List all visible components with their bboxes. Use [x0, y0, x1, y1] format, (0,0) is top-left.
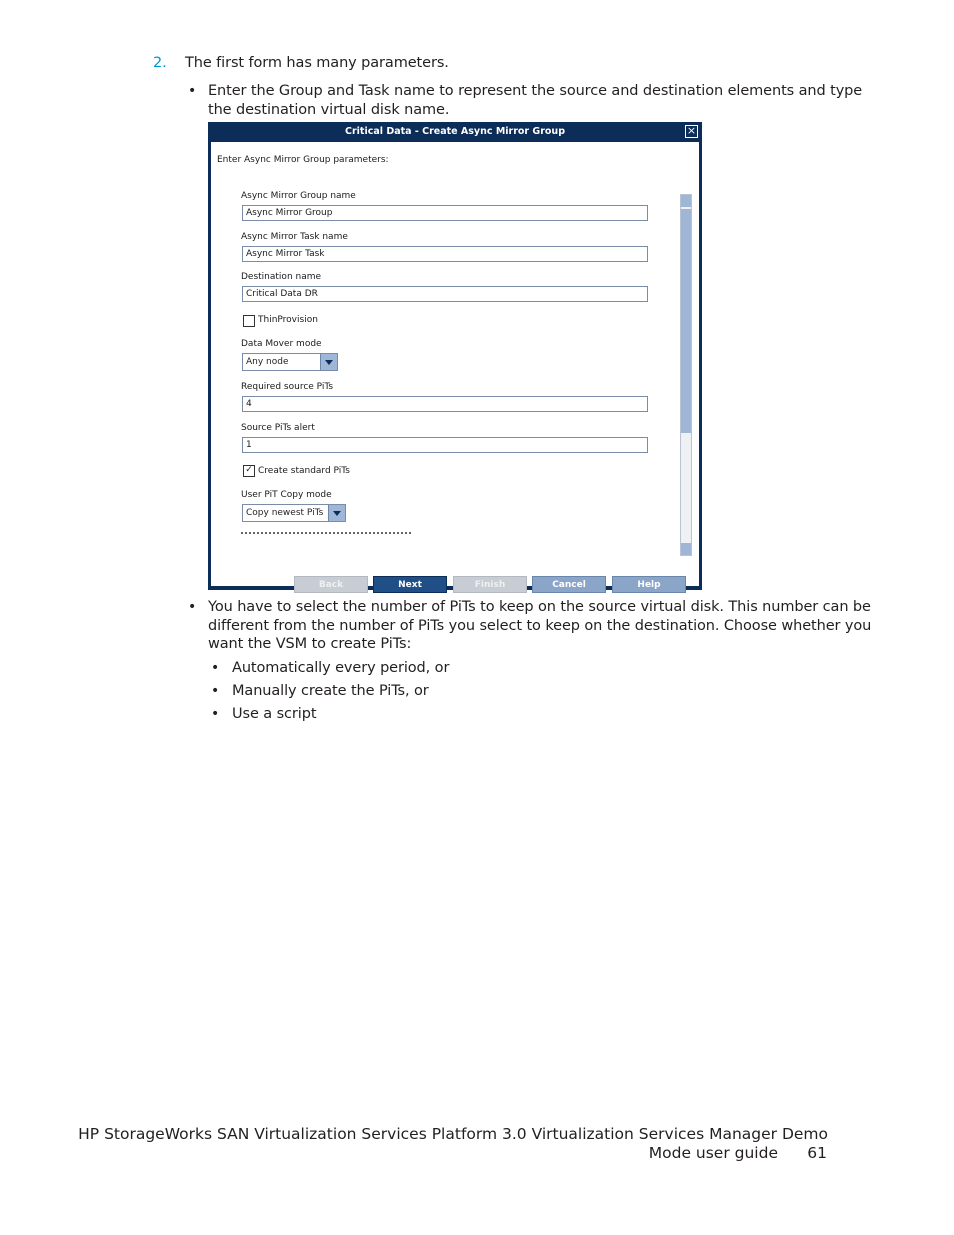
copy-mode-select[interactable]: [242, 504, 346, 522]
bullet-line: the destination virtual disk name.: [208, 102, 450, 118]
group-name-label: Async Mirror Group name: [241, 191, 356, 201]
bullet-dot: •: [188, 83, 197, 99]
data-mover-label: Data Mover mode: [241, 339, 322, 349]
destination-name-input[interactable]: Critical Data DR: [242, 286, 648, 302]
finish-button[interactable]: Finish: [453, 576, 527, 593]
help-button[interactable]: Help: [612, 576, 686, 593]
back-button[interactable]: Back: [294, 576, 368, 593]
step-text: The first form has many parameters.: [185, 55, 449, 71]
bullet-line: want the VSM to create PiTs:: [208, 636, 412, 652]
step-number: 2.: [153, 55, 167, 71]
task-name-label: Async Mirror Task name: [241, 232, 348, 242]
page-number: 61: [807, 1144, 827, 1162]
sub-bullet-text: Manually create the PiTs, or: [232, 683, 429, 699]
bullet-line: different from the number of PiTs you select to keep on the destination. Choose whether you: [208, 618, 872, 634]
copy-mode-value: Copy newest PiTs: [246, 508, 324, 518]
footer-title-cont: Mode user guide: [648, 1144, 778, 1162]
close-icon[interactable]: ×: [686, 124, 697, 137]
scroll-thumb[interactable]: [681, 209, 691, 433]
bullet-line: You have to select the number of PiTs to keep on the source virtual disk. This number can be: [208, 599, 871, 615]
data-mover-value: Any node: [246, 357, 289, 367]
scroll-up-icon[interactable]: [681, 195, 691, 207]
next-button[interactable]: Next: [373, 576, 447, 593]
bullet-line: Enter the Group and Task name to represent the source and destination elements and type: [208, 83, 863, 99]
sub-bullet-dot: •: [211, 706, 220, 722]
dialog-title: Critical Data - Create Async Mirror Group: [345, 126, 565, 137]
chevron-down-icon[interactable]: [328, 505, 345, 521]
pits-alert-label: Source PiTs alert: [241, 423, 315, 433]
destination-name-label: Destination name: [241, 272, 322, 282]
copy-mode-label: User PiT Copy mode: [241, 490, 332, 500]
pits-alert-input[interactable]: 1: [242, 437, 648, 453]
create-standard-pits-label: Create standard PiTs: [258, 466, 350, 476]
dialog-body: [211, 142, 699, 590]
thin-provision-checkbox[interactable]: [243, 315, 255, 327]
cancel-button[interactable]: Cancel: [532, 576, 606, 593]
sub-bullet-dot: •: [211, 683, 220, 699]
footer-title: HP StorageWorks SAN Virtualization Services Platform 3.0 Virtualization Services Manager Demo: [78, 1125, 828, 1143]
chevron-down-icon[interactable]: [320, 354, 337, 370]
clipped-row-fragment: [241, 532, 411, 537]
dialog-window: [208, 122, 702, 590]
sub-bullet-dot: •: [211, 660, 220, 676]
task-name-input[interactable]: Async Mirror Task: [242, 246, 648, 262]
scroll-down-icon[interactable]: [681, 543, 691, 555]
sub-bullet-text: Automatically every period, or: [232, 660, 450, 676]
thin-provision-label: ThinProvision: [258, 315, 318, 325]
group-name-input[interactable]: Async Mirror Group: [242, 205, 648, 221]
required-pits-label: Required source PiTs: [241, 382, 334, 392]
required-pits-input[interactable]: 4: [242, 396, 648, 412]
data-mover-select[interactable]: [242, 353, 338, 371]
bullet-dot: •: [188, 599, 197, 615]
vertical-scrollbar[interactable]: [680, 194, 692, 556]
dialog-intro: Enter Async Mirror Group parameters:: [217, 155, 389, 165]
create-standard-pits-checkbox[interactable]: ✓: [243, 465, 255, 477]
sub-bullet-text: Use a script: [232, 706, 317, 722]
